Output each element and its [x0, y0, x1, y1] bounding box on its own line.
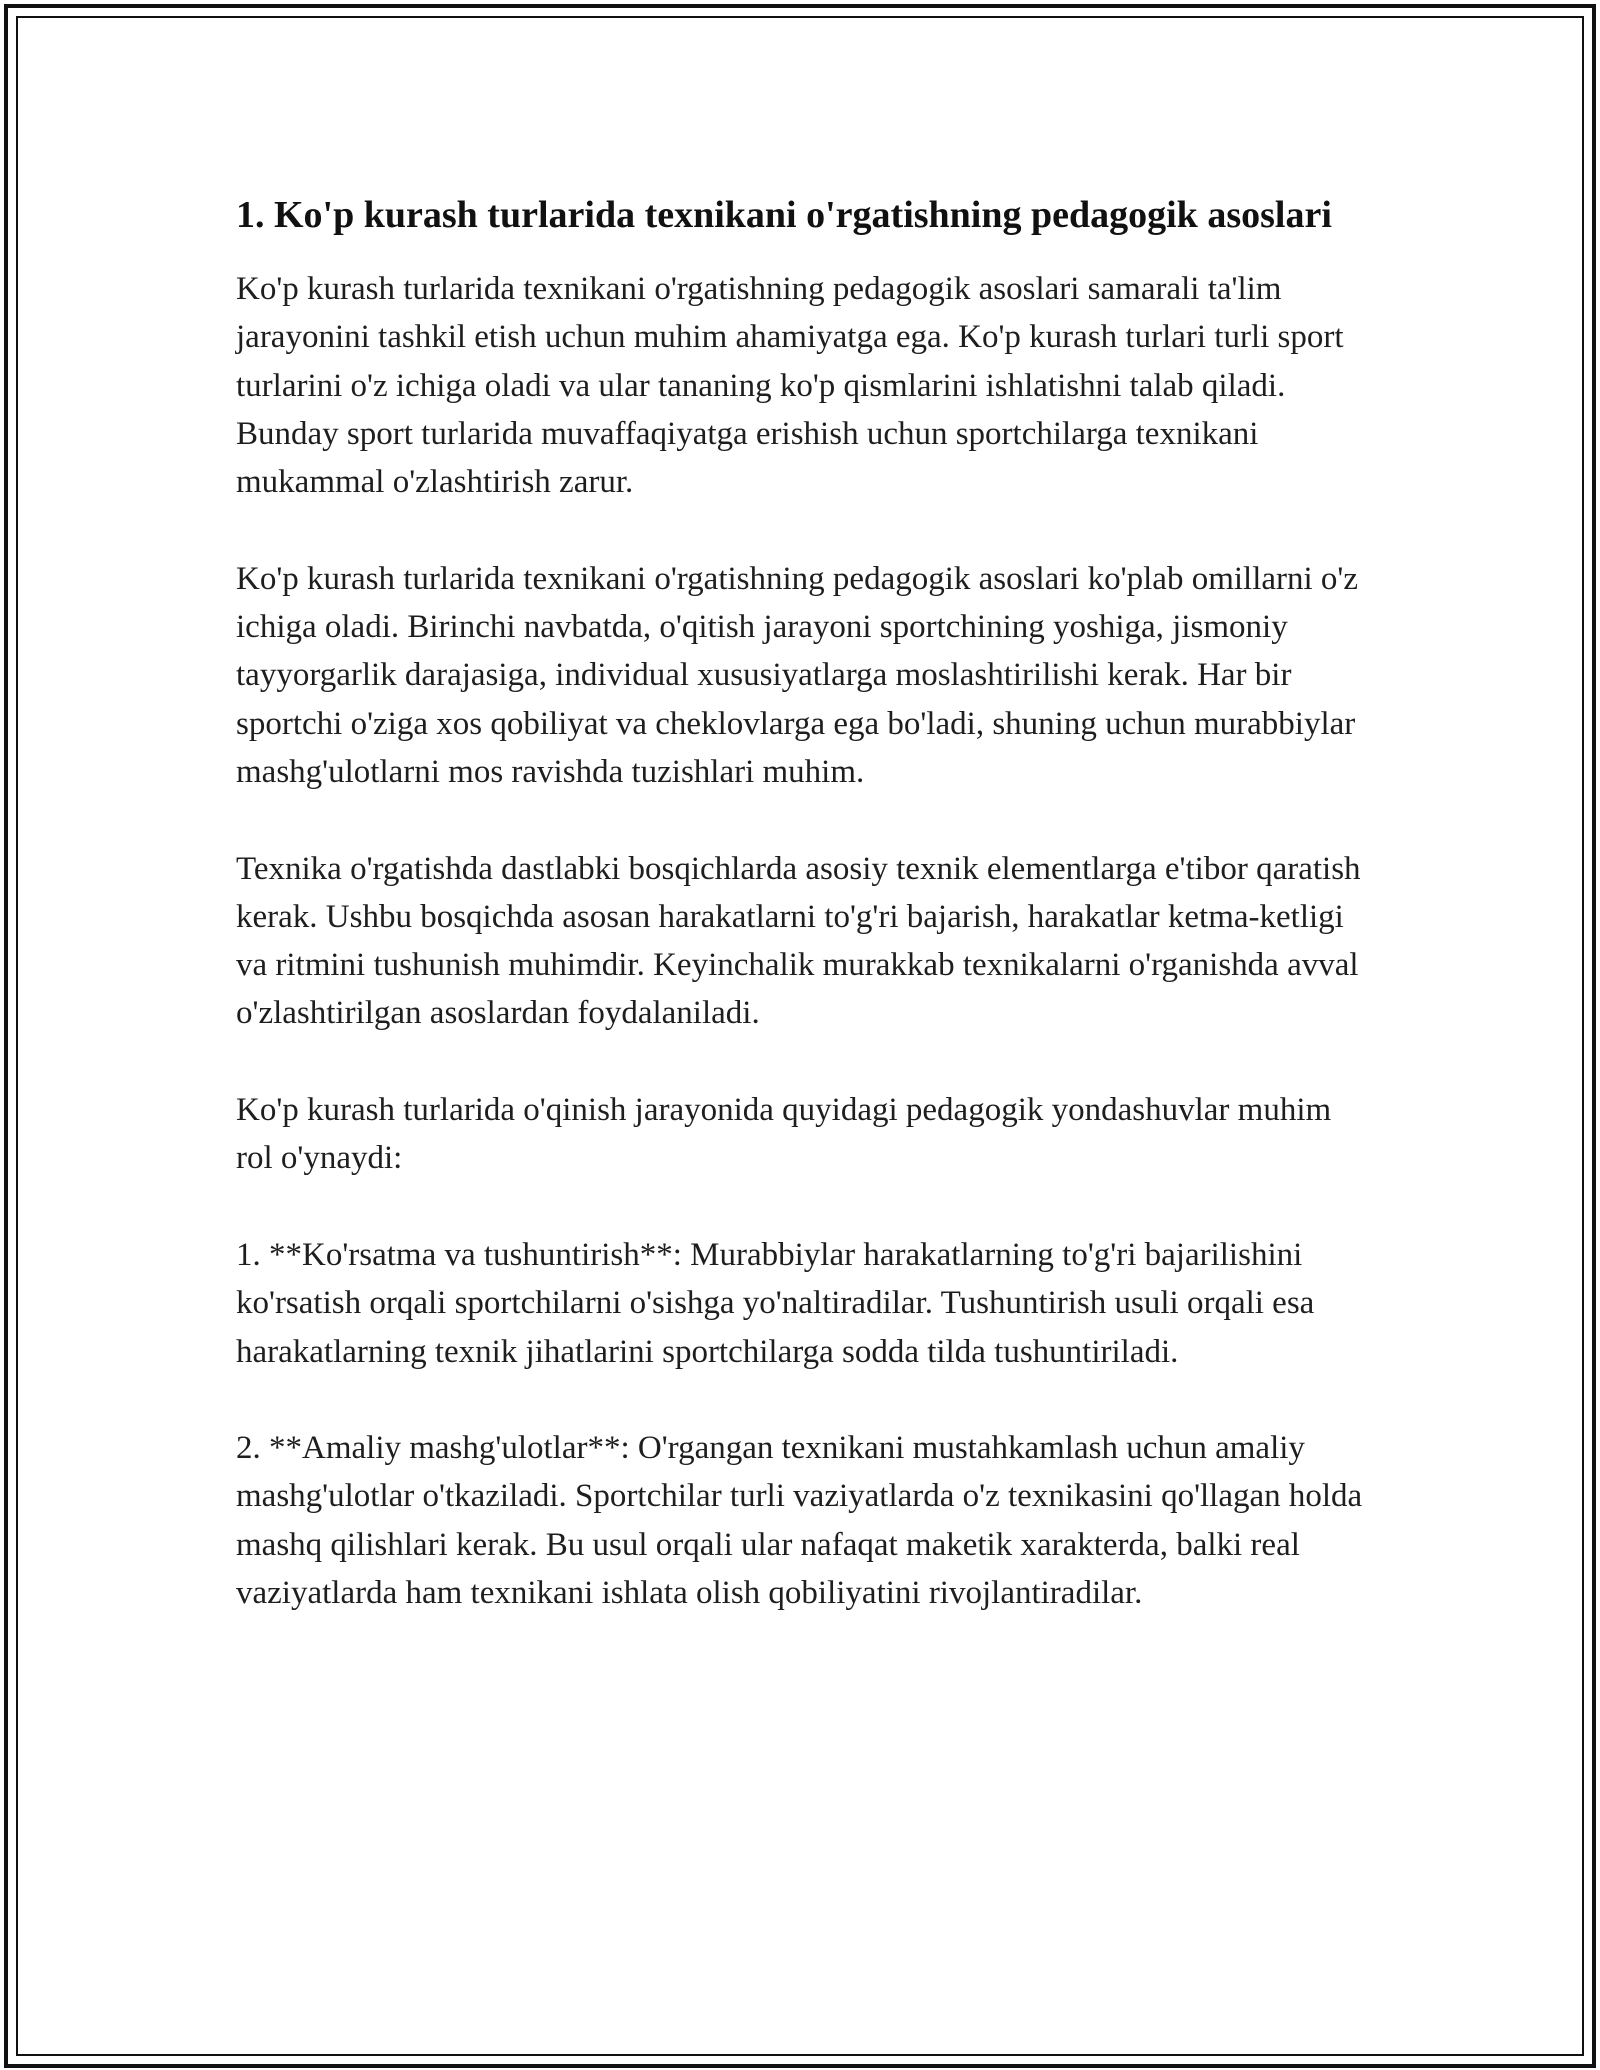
paragraph-intro: Ko'p kurash turlarida texnikani o'rgatishning pedagogik asoslari samarali ta'lim jarayonini tashkil etish uchun muhim ahamiyatga ega. Ko'p kurash turlari turli sport turlarini o'z ichiga oladi va ular tananing ko'p qismlarini ishlatishni talab qiladi. Bunday sport turlarida muvaffaqiyatga erishish uchun sportchilarga texnikani mukammal o'zlashtirish zarur. [236, 271, 1344, 501]
paragraph-initial-stage: Texnika o'rgatishda dastlabki bosqichlarda asosiy texnik elementlarga e'tibor qaratish kerak. Ushbu bosqichda asosan harakatlarni to'g'ri bajarish, harakatlar ketma-ketligi va ritmini tushunish muhimdir. Keyinchalik murakkab texnikalarni o'rganishda avval o'zlashtirilgan asoslardan foydalaniladi. [236, 850, 1361, 1032]
paragraph-factors: Ko'p kurash turlarida texnikani o'rgatishning pedagogik asoslari ko'plab omillarni o'z ichiga oladi. Birinchi navbatda, o'qitish jarayoni sportchining yoshiga, jismoniy tayyorgarlik darajasiga, individual xususiyatlarga moslashtirilishi kerak. Har bir sportchi o'ziga xos qobiliyat va cheklovlarga ega bo'ladi, shuning uchun murabbiylar mashg'ulotlarni mos ravishda tuzishlari muhim. [236, 560, 1359, 790]
document-body [236, 188, 1376, 1666]
document-heading: 1. Ko'p kurash turlarida texnikani o'rgatishning pedagogik asoslari [236, 194, 1332, 236]
list-item-demonstration: 1. **Ko'rsatma va tushuntirish**: Murabbiylar harakatlarning to'g'ri bajarilishini ko'rsatish orqali sportchilarni o'sishga yo'naltiradilar. Tushuntirish usuli orqali esa harakatlarning texnik jihatlarini sportchilarga sodda tilda tushuntiriladi. [236, 1236, 1315, 1370]
paragraph-approaches-intro: Ko'p kurash turlarida o'qinish jarayonida quyidagi pedagogik yondashuvlar muhim rol o'ynaydi: [236, 1092, 1332, 1177]
list-item-practice: 2. **Amaliy mashg'ulotlar**: O'rgangan texnikani mustahkamlash uchun amaliy mashg'ulotlar o'tkaziladi. Sportchilar turli vaziyatlarda o'z texnikasini qo'llagan holda mashq qilishlari kerak. Bu usul orqali ular nafaqat maketik xarakterda, balki real vaziyatlarda ham texnikani ishlata olish qobiliyatini rivojlantiradilar. [236, 1430, 1363, 1612]
